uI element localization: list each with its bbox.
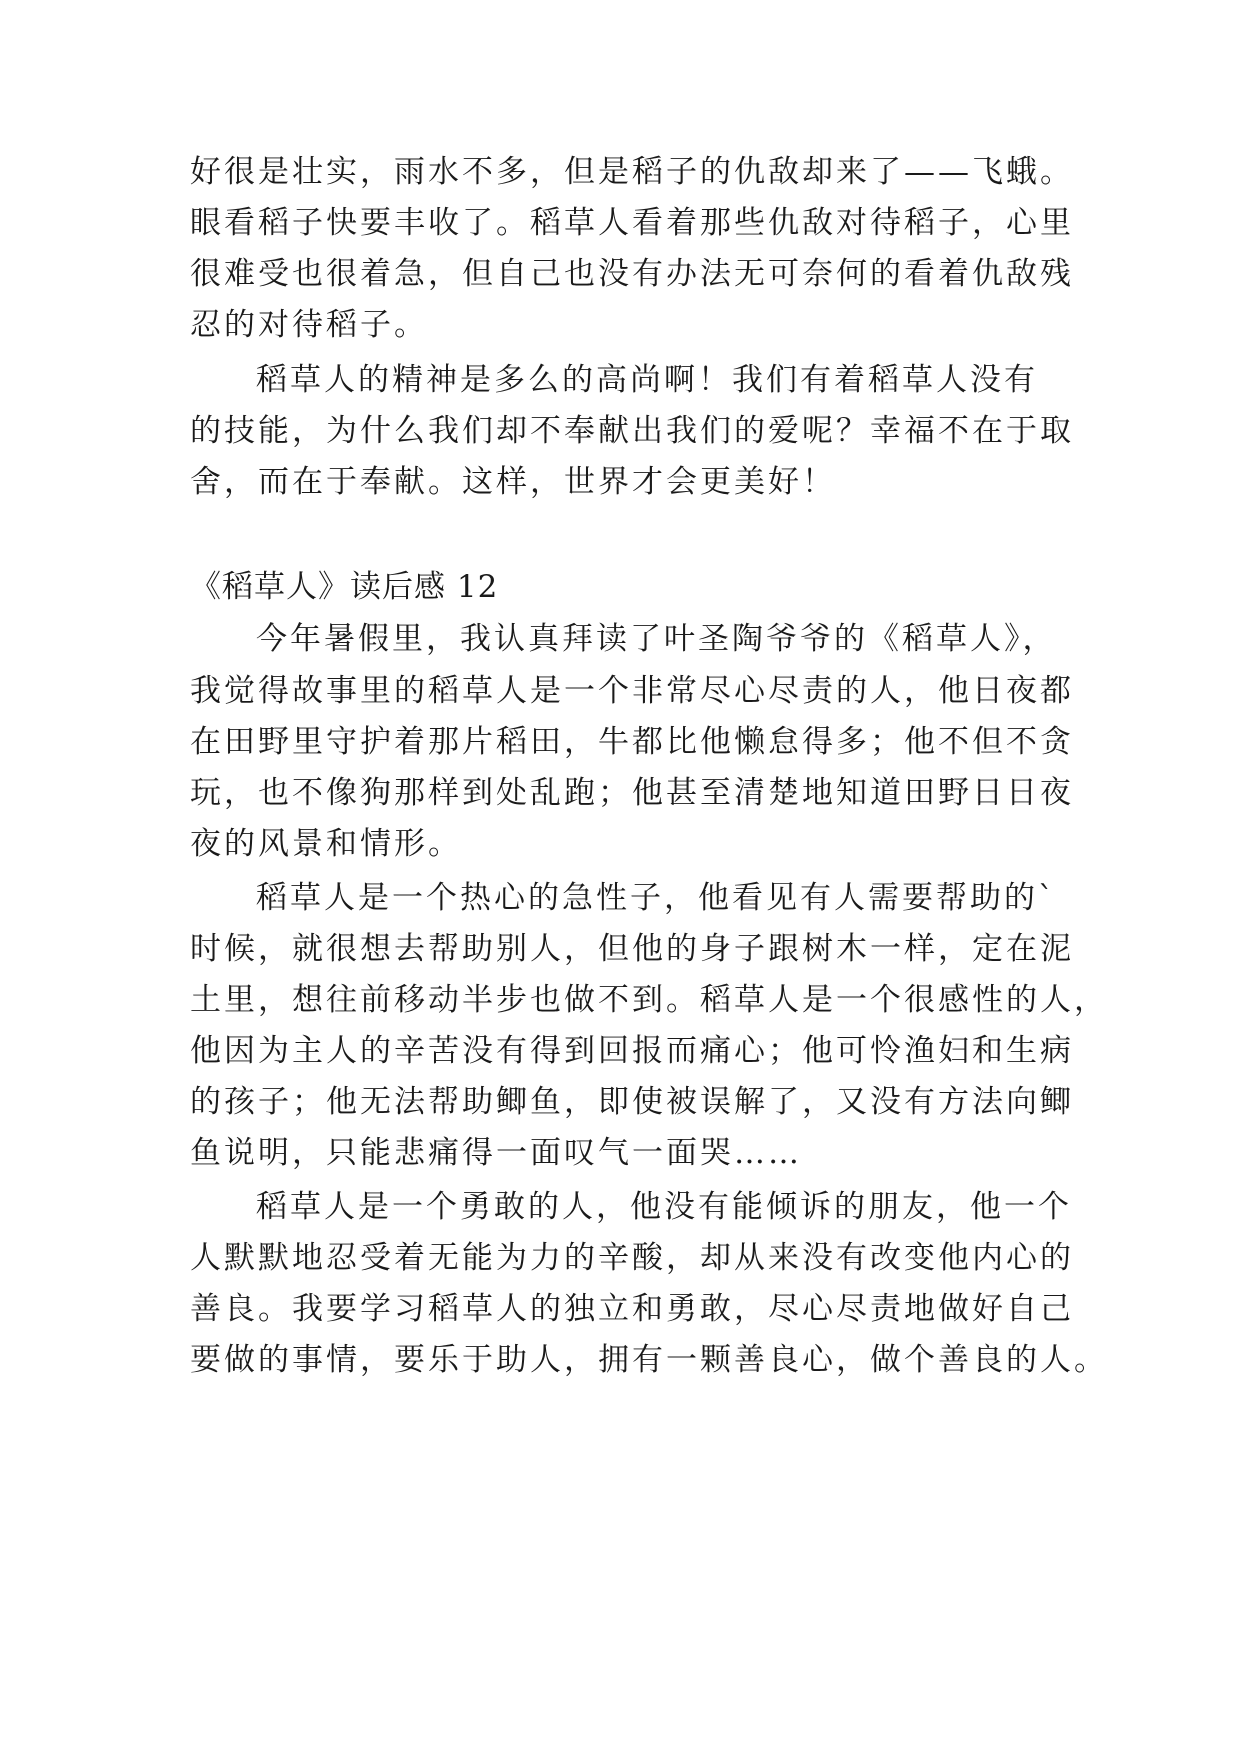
text-line: 在田野里守护着那片稻田，牛都比他懒怠得多；他不但不贪 bbox=[190, 724, 1074, 760]
text-line: 稻草人的精神是多么的高尚啊！我们有着稻草人没有 bbox=[256, 362, 1038, 398]
text-line: 好很是壮实，雨水不多，但是稻子的仇敌却来了——飞蛾。 bbox=[190, 154, 1074, 190]
text-line: 善良。我要学习稻草人的独立和勇敢，尽心尽责地做好自己 bbox=[190, 1291, 1074, 1327]
text-line: 土里，想往前移动半步也做不到。稻草人是一个很感性的人， bbox=[190, 982, 1108, 1018]
text-line: 人默默地忍受着无能为力的辛酸，却从来没有改变他内心的 bbox=[190, 1240, 1074, 1276]
text-line: 稻草人是一个热心的急性子，他看见有人需要帮助的` bbox=[256, 880, 1057, 916]
text-line: 我觉得故事里的稻草人是一个非常尽心尽责的人，他日夜都 bbox=[190, 673, 1074, 709]
text-line: 今年暑假里，我认真拜读了叶圣陶爷爷的《稻草人》， bbox=[256, 621, 1057, 657]
section-title: 《稻草人》读后感 12 bbox=[190, 569, 499, 605]
text-line: 鱼说明，只能悲痛得一面叹气一面哭…… bbox=[190, 1135, 802, 1171]
text-line: 时候，就很想去帮助别人，但他的身子跟树木一样，定在泥 bbox=[190, 931, 1074, 967]
text-line: 的孩子；他无法帮助鲫鱼，即使被误解了，又没有方法向鲫 bbox=[190, 1084, 1074, 1120]
text-line: 的技能，为什么我们却不奉献出我们的爱呢？幸福不在于取 bbox=[190, 413, 1074, 449]
text-line: 玩，也不像狗那样到处乱跑；他甚至清楚地知道田野日日夜 bbox=[190, 775, 1074, 811]
text-line: 忍的对待稻子。 bbox=[190, 307, 428, 343]
text-line: 要做的事情，要乐于助人，拥有一颗善良心，做个善良的人。 bbox=[190, 1342, 1108, 1378]
text-line: 眼看稻子快要丰收了。稻草人看着那些仇敌对待稻子，心里 bbox=[190, 205, 1074, 241]
text-line: 舍，而在于奉献。这样，世界才会更美好！ bbox=[190, 464, 836, 500]
text-line: 很难受也很着急，但自己也没有办法无可奈何的看着仇敌残 bbox=[190, 256, 1074, 292]
text-line: 稻草人是一个勇敢的人，他没有能倾诉的朋友，他一个 bbox=[256, 1189, 1072, 1225]
text-line: 他因为主人的辛苦没有得到回报而痛心；他可怜渔妇和生病 bbox=[190, 1033, 1074, 1069]
text-line: 夜的风景和情形。 bbox=[190, 826, 462, 862]
